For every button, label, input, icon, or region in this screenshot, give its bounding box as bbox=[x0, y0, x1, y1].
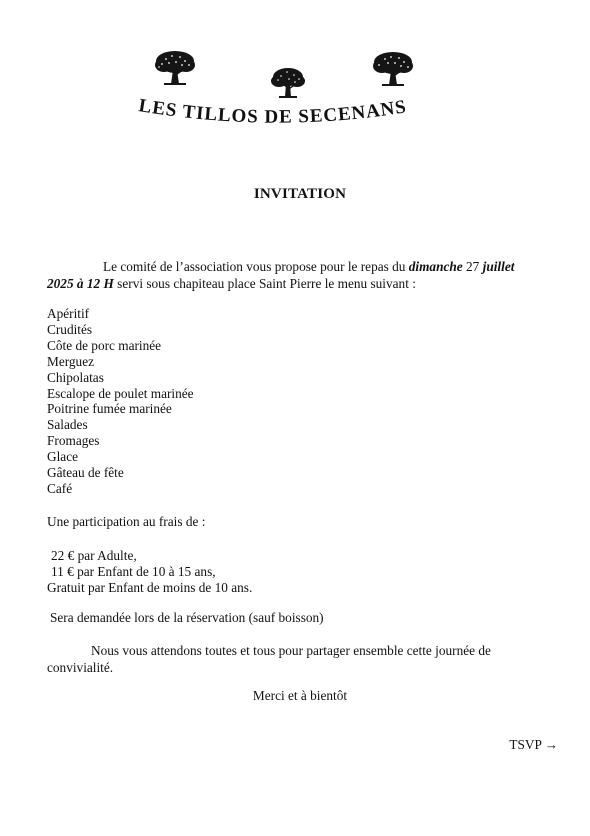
closing-line-1: Nous vous attendons toutes et tous pour partager ensemble cette journée de bbox=[91, 643, 491, 658]
menu-item: Chipolatas bbox=[47, 369, 104, 385]
menu-item: Côte de porc marinée bbox=[47, 337, 162, 353]
price-child: 11 € par Enfant de 10 à 15 ans, bbox=[51, 563, 216, 579]
menu-item: Merguez bbox=[47, 353, 95, 369]
event-month: juillet bbox=[482, 259, 515, 274]
price-list bbox=[47, 548, 252, 596]
closing-line-2: convivialité. bbox=[47, 660, 114, 675]
event-date-number: 27 bbox=[462, 259, 483, 274]
intro-paragraph bbox=[47, 258, 547, 292]
intro-line-1 bbox=[47, 258, 547, 275]
intro-line-2 bbox=[47, 275, 547, 292]
menu-list bbox=[47, 306, 194, 497]
tree-logo-icon bbox=[154, 50, 196, 86]
page-title: INVITATION bbox=[253, 186, 347, 202]
menu-item: Escalope de poulet marinée bbox=[47, 385, 194, 401]
tree-logo-icon bbox=[372, 51, 414, 87]
menu-item: Apéritif bbox=[47, 306, 90, 321]
turn-over-note: TSVP → bbox=[509, 737, 558, 752]
menu-item: Crudités bbox=[47, 321, 93, 337]
event-year-time: 2025 à 12 H bbox=[47, 276, 114, 291]
price-adult: 22 € par Adulte, bbox=[51, 548, 137, 563]
closing-paragraph bbox=[47, 642, 547, 676]
intro-text: Le comité de l’association vous propose pour le repas du bbox=[103, 259, 409, 274]
price-young-child: Gratuit par Enfant de moins de 10 ans. bbox=[47, 579, 253, 595]
organization-name-text: LES TILLOS DE SECENANS bbox=[137, 95, 409, 128]
sign-off: Merci et à bientôt bbox=[252, 688, 348, 703]
organization-name bbox=[136, 95, 456, 135]
event-day: dimanche bbox=[408, 259, 463, 274]
menu-item: Glace bbox=[47, 449, 79, 465]
menu-item: Poitrine fumée marinée bbox=[47, 401, 172, 417]
intro-text-2: servi sous chapiteau place Saint Pierre le menu suivant : bbox=[113, 276, 416, 291]
menu-item: Fromages bbox=[47, 433, 100, 449]
participation-heading: Une participation au frais de : bbox=[47, 514, 206, 529]
menu-item: Café bbox=[47, 480, 73, 496]
menu-item: Gâteau de fête bbox=[47, 465, 124, 481]
reservation-note: Sera demandée lors de la réservation (sauf boisson) bbox=[50, 610, 324, 625]
svg-text:LES TILLOS DE SECENANS bbox=[137, 95, 408, 127]
menu-item: Salades bbox=[47, 417, 88, 433]
